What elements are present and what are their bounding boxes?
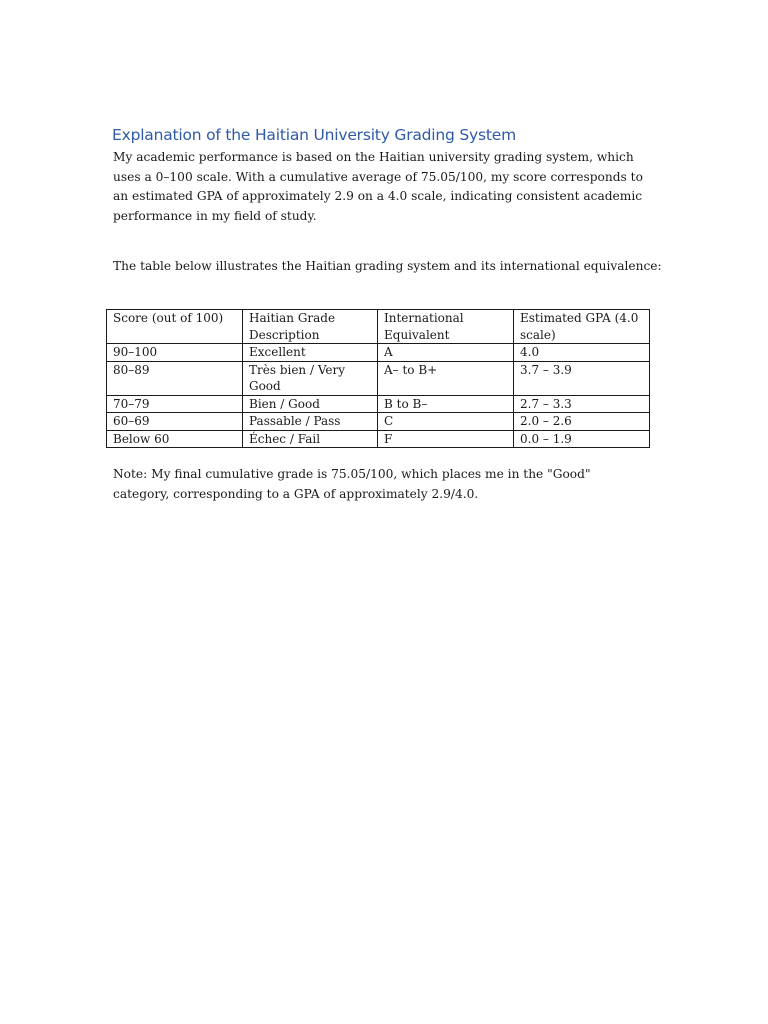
table-intro-paragraph: The table below illustrates the Haitian grading system and its international equivalence: (113, 259, 662, 273)
cell-international: A (378, 344, 514, 362)
cell-haitian-grade: Très bien / Very Good (243, 361, 378, 395)
cell-score: 60–69 (107, 413, 243, 431)
column-header-gpa: Estimated GPA (4.0 scale) (514, 310, 650, 344)
table-row (107, 430, 650, 448)
table-row (107, 413, 650, 431)
cell-international: B to B– (378, 395, 514, 413)
cell-haitian-grade: Échec / Fail (243, 430, 378, 448)
column-header-haitian-grade: Haitian Grade Description (243, 310, 378, 344)
table-row (107, 361, 650, 395)
document-heading: Explanation of the Haitian University Grading System (112, 126, 517, 144)
cell-haitian-grade: Excellent (243, 344, 378, 362)
cell-score: Below 60 (107, 430, 243, 448)
cell-gpa: 0.0 – 1.9 (514, 430, 650, 448)
cell-gpa: 2.7 – 3.3 (514, 395, 650, 413)
cell-gpa: 2.0 – 2.6 (514, 413, 650, 431)
cell-international: F (378, 430, 514, 448)
table-row (107, 395, 650, 413)
cell-score: 70–79 (107, 395, 243, 413)
note-paragraph: Note: My final cumulative grade is 75.05/100, which places me in the "Good" category, corresponding to a GPA of approximately 2.9/4.0. (113, 467, 591, 501)
cell-gpa: 3.7 – 3.9 (514, 361, 650, 395)
column-header-score: Score (out of 100) (107, 310, 243, 344)
cell-score: 80–89 (107, 361, 243, 395)
grading-table (106, 309, 650, 448)
cell-gpa: 4.0 (514, 344, 650, 362)
cell-haitian-grade: Bien / Good (243, 395, 378, 413)
cell-international: A– to B+ (378, 361, 514, 395)
cell-haitian-grade: Passable / Pass (243, 413, 378, 431)
table-header-row (107, 310, 650, 344)
cell-international: C (378, 413, 514, 431)
cell-score: 90–100 (107, 344, 243, 362)
column-header-international: International Equivalent (378, 310, 514, 344)
table-row (107, 344, 650, 362)
intro-paragraph: My academic performance is based on the Haitian university grading system, which uses a 0–100 scale. With a cumulative average of 75.05/100, my score corresponds to an estimated GPA of approximately 2.9 on a 4.0 scale, indicating consistent academic performance in my field of study. (113, 150, 643, 223)
